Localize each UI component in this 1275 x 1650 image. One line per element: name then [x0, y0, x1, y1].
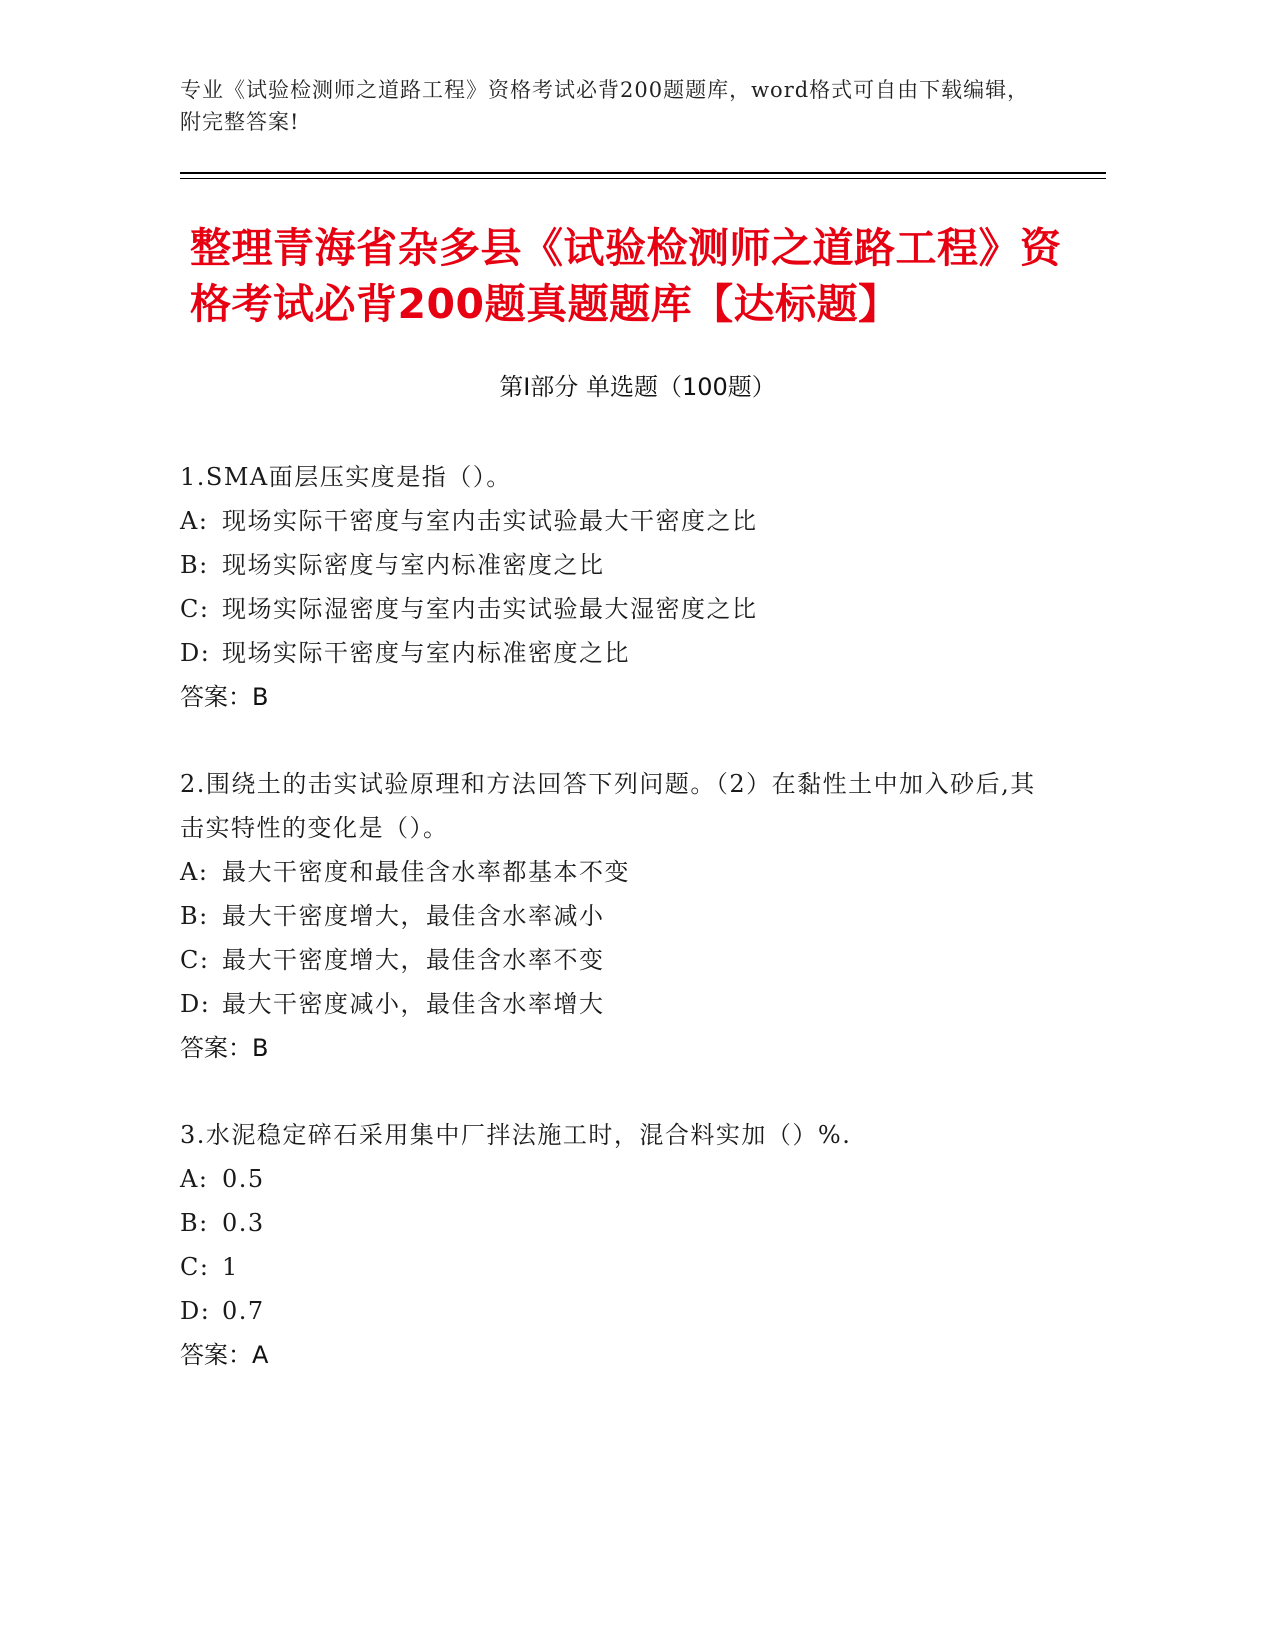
option-text: 现场实际干密度与室内标准密度之比 — [222, 639, 630, 667]
option-label: B: — [180, 551, 209, 579]
header-divider-thick — [180, 172, 1106, 174]
option-b — [180, 1201, 1040, 1245]
question-list — [180, 455, 1040, 1420]
option-c — [180, 1245, 1040, 1289]
option-label: B: — [180, 1209, 209, 1237]
option-label: C: — [180, 595, 210, 623]
option-label: D: — [180, 639, 211, 667]
option-text: 0.3 — [222, 1209, 265, 1237]
header-divider-thin — [180, 178, 1106, 179]
option-label: C: — [180, 946, 210, 974]
option-a — [180, 850, 1040, 894]
option-d — [180, 631, 1040, 675]
question-item — [180, 1113, 1040, 1377]
option-label: A: — [180, 1165, 209, 1193]
option-text: 现场实际密度与室内标准密度之比 — [222, 551, 605, 579]
document-title: 整理青海省杂多县《试验检测师之道路工程》资格考试必背200题真题题库【达标题】 — [190, 224, 1062, 328]
option-a — [180, 499, 1040, 543]
question-text: 1.SMA面层压实度是指（）。 — [180, 463, 512, 491]
option-label: A: — [180, 858, 209, 886]
question-text: 3.水泥稳定碎石采用集中厂拌法施工时，混合料实加（）%. — [180, 1121, 852, 1149]
option-text: 最大干密度减小，最佳含水率增大 — [222, 990, 605, 1018]
header-note: 专业《试验检测师之道路工程》资格考试必背200题题库，word格式可自由下载编辑，附完整答案! — [180, 78, 1030, 134]
option-b — [180, 894, 1040, 938]
option-c — [180, 587, 1040, 631]
option-label: B: — [180, 902, 209, 930]
option-text: 现场实际干密度与室内击实试验最大干密度之比 — [222, 507, 758, 535]
option-text: 现场实际湿密度与室内击实试验最大湿密度之比 — [222, 595, 758, 623]
answer-text: 答案：B — [180, 1034, 269, 1062]
answer-text: 答案：A — [180, 1341, 269, 1369]
option-label: D: — [180, 1297, 211, 1325]
option-label: A: — [180, 507, 209, 535]
option-label: D: — [180, 990, 211, 1018]
option-text: 最大干密度增大，最佳含水率减小 — [222, 902, 605, 930]
option-c — [180, 938, 1040, 982]
option-label: C: — [180, 1253, 210, 1281]
option-text: 最大干密度和最佳含水率都基本不变 — [222, 858, 630, 886]
section-title: 第Ⅰ部分 单选题（100题） — [499, 373, 776, 401]
option-text: 0.5 — [222, 1165, 265, 1193]
option-text: 1 — [222, 1253, 239, 1281]
option-b — [180, 543, 1040, 587]
option-text: 最大干密度增大，最佳含水率不变 — [222, 946, 605, 974]
answer-text: 答案：B — [180, 683, 269, 711]
option-d — [180, 1289, 1040, 1333]
question-item — [180, 762, 1040, 1070]
question-item — [180, 455, 1040, 719]
question-text: 2.围绕土的击实试验原理和方法回答下列问题。（2）在黏性土中加入砂后,其击实特性的变化是（）。 — [180, 770, 1036, 842]
option-text: 0.7 — [222, 1297, 265, 1325]
option-a — [180, 1157, 1040, 1201]
option-d — [180, 982, 1040, 1026]
